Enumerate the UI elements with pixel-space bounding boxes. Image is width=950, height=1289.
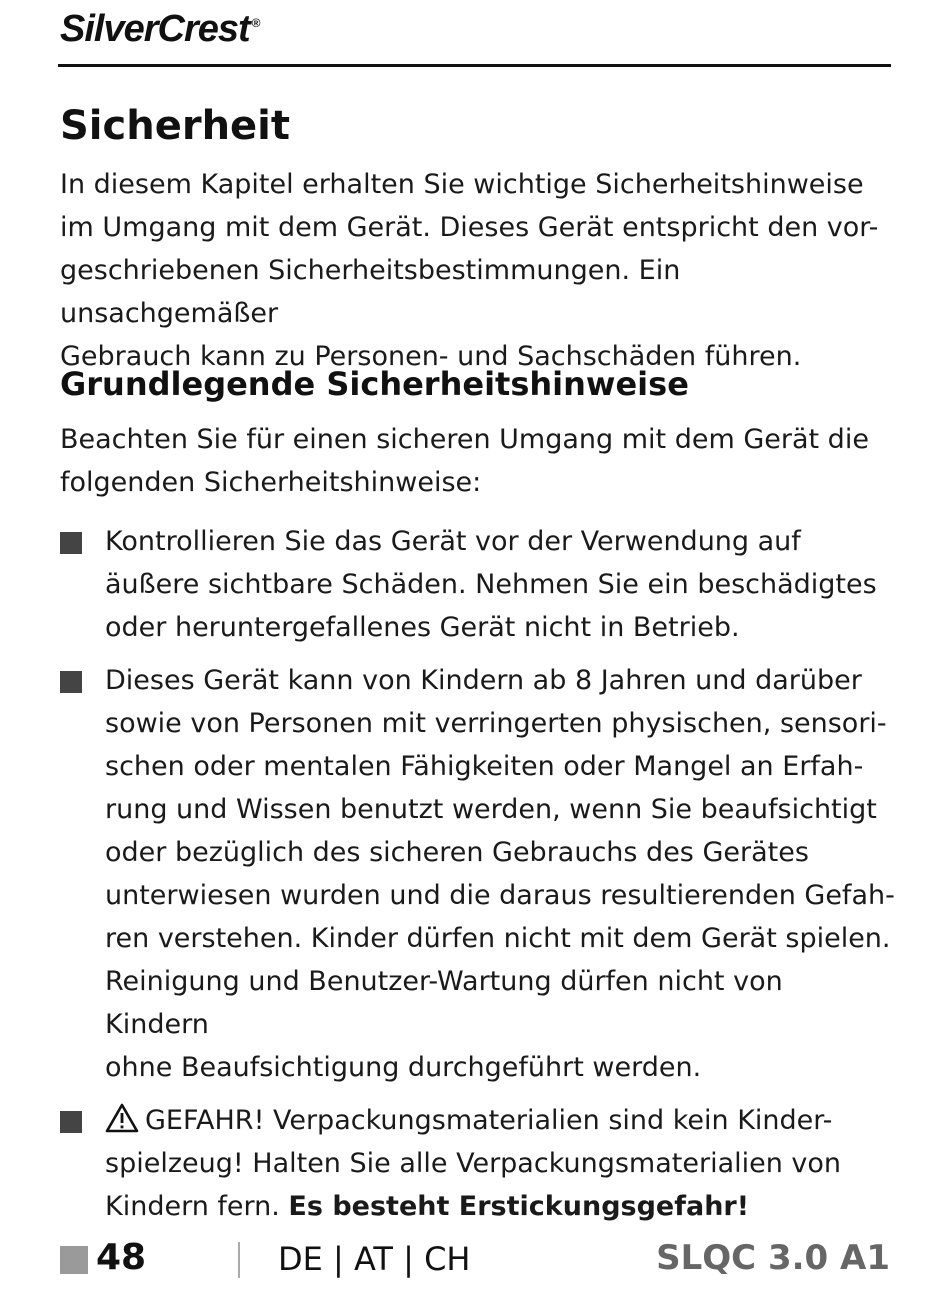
page-footer: [60, 1234, 890, 1284]
list-item: [60, 659, 895, 1089]
bullet-square-icon: [60, 532, 82, 554]
list-item: [60, 1099, 895, 1228]
registered-mark: ®: [251, 16, 260, 31]
subsection-title: Grundlegende Sicherheitshinweise: [60, 365, 689, 403]
lead-paragraph: Beachten Sie für einen sicheren Umgang mit dem Gerät die folgenden Sicherheitshinweise:: [60, 424, 869, 498]
footer-square-icon: [60, 1246, 88, 1274]
list-item-text: Kontrollieren Sie das Gerät vor der Verwendung auf äußere sichtbare Schäden. Nehmen Sie ein beschädigtes oder heruntergefallenes Gerät nicht in Betrieb.: [105, 526, 877, 643]
country-codes: DE | AT | CH: [278, 1240, 471, 1278]
model-number: SLQC 3.0 A1: [656, 1238, 890, 1278]
suffocation-warning: Es besteht Erstickungsgefahr!: [288, 1191, 750, 1222]
header-rule: [58, 64, 891, 67]
list-item-text: Dieses Gerät kann von Kindern ab 8 Jahren und darüber sowie von Personen mit verringerten physischen, sensori- schen oder mentalen Fähigkeiten oder Mangel an Erfah- rung und Wissen benutzt werden, wenn Sie beaufsichtigt oder bezüglich des sicheren Gebrauchs des Gerätes unterwiesen wurden und die daraus resultierenden Gefah- ren verstehen. Kinder dürfen nicht mit dem Gerät spielen. Reinigung und Benutzer-Wartung dürfen nicht von Kindern ohne Beaufsichtigung durchgeführt werden.: [105, 665, 895, 1083]
danger-warning-text: GEFAHR! Verpackungsmaterialien sind kein Kinder- spielzeug! Halten Sie alle Verpackungsmaterialien von Kindern fern.: [105, 1105, 842, 1222]
bullet-square-icon: [60, 1111, 82, 1133]
brand-name: SilverCrest: [60, 8, 250, 50]
safety-list: [60, 520, 895, 1228]
bullet-square-icon: [60, 671, 82, 693]
page-number: 48: [96, 1237, 147, 1278]
warning-triangle-icon: [105, 1103, 139, 1133]
intro-paragraph: In diesem Kapitel erhalten Sie wichtige Sicherheitshinweise im Umgang mit dem Gerät. Dieses Gerät entspricht den vor- geschriebenen Sicherheitsbestimmungen. Ein unsachgemäßer Gebrauch kann zu Personen- und Sachschäden führen.: [60, 169, 879, 372]
list-item-text: [105, 1099, 895, 1228]
section-title: Sicherheit: [60, 103, 290, 149]
list-item: [60, 520, 895, 649]
brand-logo: [60, 8, 260, 51]
footer-divider: [238, 1242, 240, 1278]
